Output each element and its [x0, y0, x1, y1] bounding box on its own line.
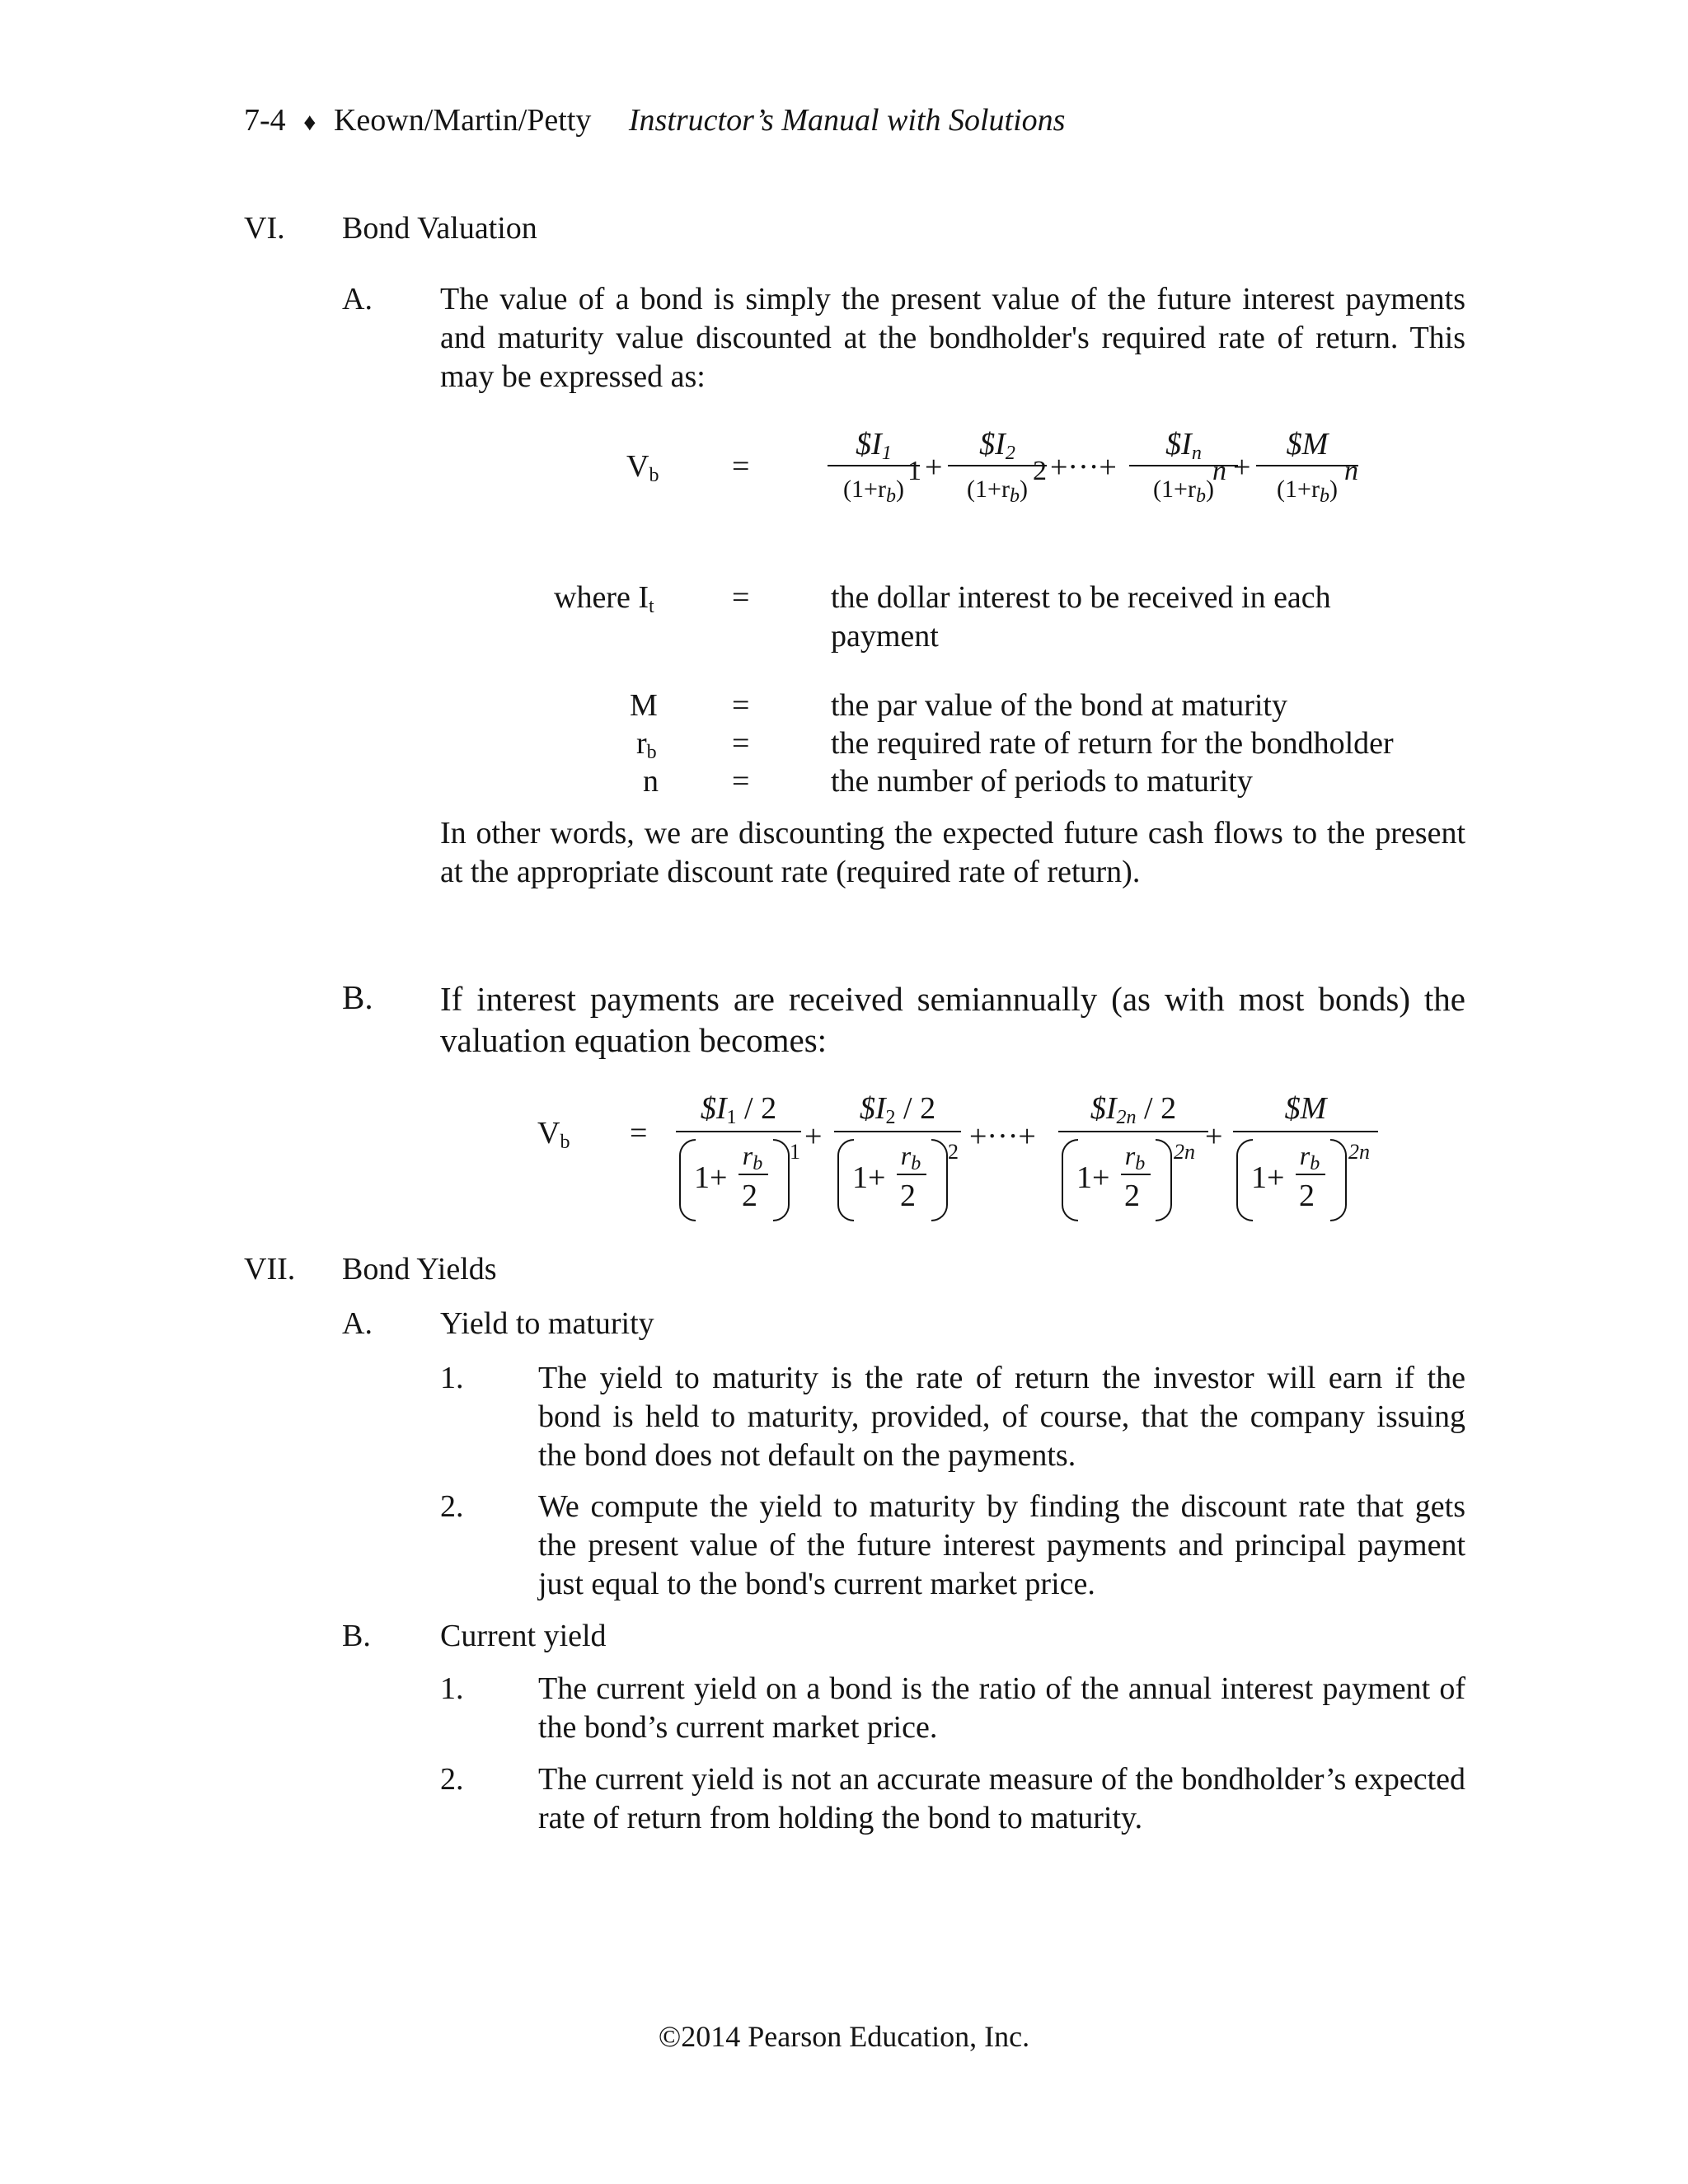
definition-text: the dollar interest to be received in each payment [831, 580, 1331, 654]
section-number: VI. [244, 211, 285, 246]
section-title: Bond Valuation [342, 211, 537, 246]
paragraph: If interest payments are received semiannually (as with most bonds) the valuation equation becomes: [440, 980, 1465, 1059]
equals-sign: = [732, 726, 750, 761]
fraction-term-2n: $\$I_{2n} / 2$ 1+ $r_b$ 2 2n [1058, 1090, 1208, 1230]
paragraph: The value of a bond is simply the present value of the future interest payments and maturity value discounted at the bondholder's required rate of return. This may be expressed as: [440, 282, 1465, 394]
footer-copyright: ©2014 Pearson Education, Inc. [658, 2020, 1030, 2053]
plus-sign: + [925, 450, 943, 485]
list-number: 1. [440, 1671, 464, 1706]
fraction-term-1: $\$I_1 / 2$ 1+ $r_b$ 2 1 [676, 1090, 801, 1230]
fraction-term-2: $\$I_2 / 2$ 1+ $r_b$ 2 2 [834, 1090, 961, 1230]
definition-text: the par value of the bond at maturity [831, 688, 1287, 723]
plus-sign: + [1233, 450, 1251, 485]
plus-sign: + [804, 1119, 823, 1154]
equation-lhs: $V_b$ [537, 1116, 570, 1153]
list-item: The current yield on a bond is the ratio of the annual interest payment of the bond’s current market price. [538, 1671, 1465, 1745]
definition-label: where $I_t$ [554, 580, 654, 617]
list-number: 2. [440, 1762, 464, 1797]
ellipsis-plus: +···+ [1050, 450, 1117, 485]
plus-sign: + [1205, 1119, 1223, 1154]
header-book-title: Instructor’s Manual with Solutions [628, 103, 1066, 138]
fraction-term-m: $M 1+ $r_b$ 2 2n [1233, 1090, 1378, 1230]
definition-text: the required rate of return for the bondholder [831, 726, 1394, 761]
item-label: A. [342, 1306, 373, 1341]
list-item: The current yield is not an accurate measure of the bondholder’s expected rate of return from holding the bond to maturity. [538, 1762, 1465, 1835]
header-authors: Keown/Martin/Petty [333, 103, 592, 138]
fraction-term-2: $\$I_2$ $(1+r_b)$ 2 [948, 425, 1047, 516]
equation-lhs: $V_b$ [626, 449, 659, 486]
list-number: 1. [440, 1361, 464, 1395]
item-label: B. [342, 978, 373, 1016]
list-number: 2. [440, 1489, 464, 1524]
list-item: The yield to maturity is the rate of return the investor will earn if the bond is held to maturity, provided, of course, that the company issuing the bond does not default on the payments. [538, 1361, 1465, 1473]
definition-label: M [630, 688, 658, 723]
diamond-icon: ♦ [303, 109, 316, 136]
page-number: 7-4 [244, 103, 286, 138]
fraction-term-1: $\$I_1$ $(1+r_b)$ 1 [828, 425, 920, 516]
equals-sign: = [732, 688, 750, 723]
definition-text: the number of periods to maturity [831, 764, 1253, 799]
item-label: B. [342, 1619, 371, 1653]
section-title: Bond Yields [342, 1252, 497, 1286]
equals-sign: = [732, 580, 750, 615]
list-item: We compute the yield to maturity by finding the discount rate that gets the present value of the future interest payments and principal payment just equal to the bond's current market price. [538, 1489, 1465, 1601]
equals-sign: = [732, 449, 750, 484]
equals-sign: = [630, 1116, 648, 1151]
section-number: VII. [244, 1252, 296, 1286]
fraction-term-n: $\$I_n$ $(1+r_b)$ n [1129, 425, 1238, 516]
subsection-title: Current yield [440, 1619, 607, 1653]
equals-sign: = [732, 764, 750, 799]
definition-label: n [643, 764, 659, 799]
ellipsis-plus: +···+ [969, 1119, 1036, 1154]
paragraph: In other words, we are discounting the expected future cash flows to the present at the appropriate discount rate (required rate of return). [440, 816, 1465, 889]
running-header [244, 101, 1065, 142]
fraction-term-m: $M $(1+r_b)$ n [1256, 425, 1358, 516]
subsection-title: Yield to maturity [440, 1306, 654, 1341]
definition-label: $r_b$ [636, 726, 657, 763]
item-label: A. [342, 282, 373, 316]
